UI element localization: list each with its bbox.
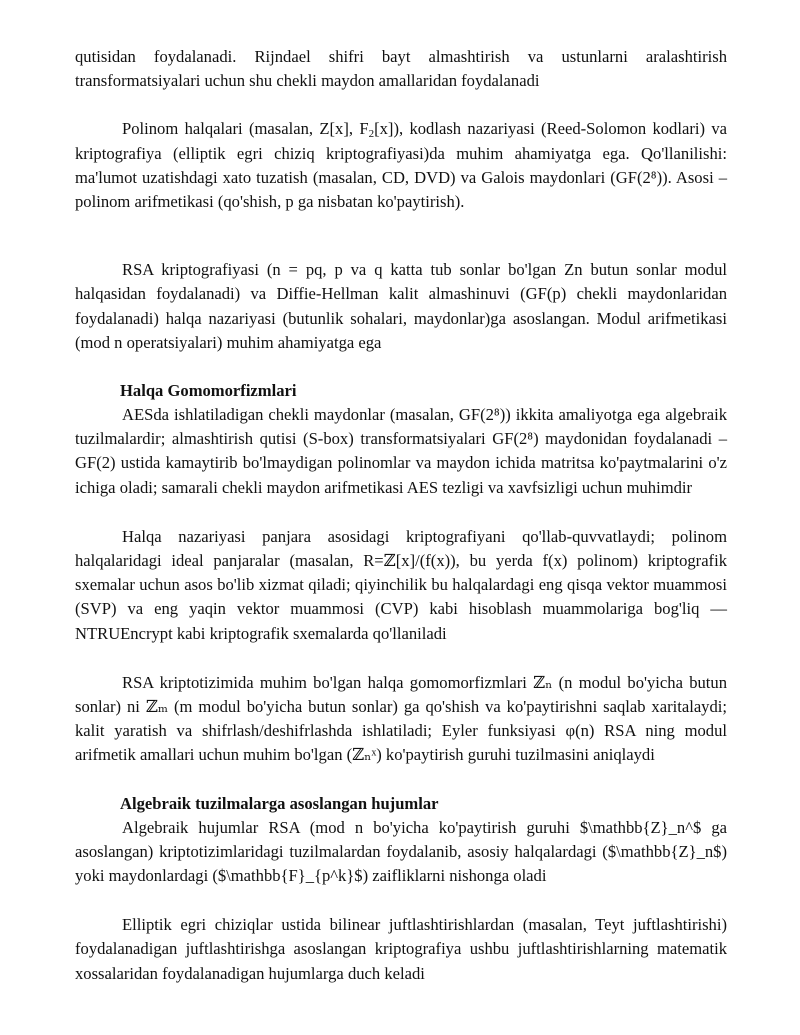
paragraph-polynomial-rings-part1: Polinom halqalari (masalan, Z[x], F [122,119,369,139]
paragraph-aes-finite-fields: AESda ishlatiladigan chekli maydonlar (masalan, GF(2⁸)) ikkita amaliyotga ega algebraik tuzilmalardir; almashtirish qutisi (S-box) transformatsiyalari GF(2⁸) maydonidan foydalanadi – GF(2) ustida kamaytirib bo'lmaydigan polinomlar va maydon ichida matritsa ko'paytmalarini o'z ichiga oladi; samarali chekli maydon arifmetikasi AES tezligi va xavfsizligi uchun muhimdir [75,405,727,497]
heading-ring-homomorphisms: Halqa Gomomorfizmlari [120,381,297,401]
heading-algebraic-attacks: Algebraik tuzilmalarga asoslangan hujumlar [120,793,439,813]
paragraph-polynomial-rings-part2: [x]), kodlash nazariyasi (Reed-Solomon kodlari) va kriptografiya (elliptik egri chiziq kriptografiyasi)da muhim ahamiyatga ega. Qo'llanilishi: ma'lumot uzatishdagi xato tuzatish (masalan, CD, DVD) va Galois maydonlari (GF(2⁸)). Asosi – polinom arifmetikasi (qo'shish, p ga nisbatan ko'paytirish). [75,119,727,212]
paragraph-polynomial-rings [75,117,727,214]
paragraph-algebraic-attacks: Algebraik hujumlar RSA (mod n bo'yicha ko'paytirish guruhi $\mathbb{Z}_n^$ ga asoslangan) kriptotizimlaridagi tuzilmalardan foydalanib, asosiy halqalardagi ($\mathbb{Z}_n$) yoki maydonlardagi ($\mathbb{F}_{p^k}$) zaifliklarni nishonga oladi [75,817,727,886]
paragraph-rsa-homomorphisms: RSA kriptotizimida muhim bo'lgan halqa gomomorfizmlari ℤₙ (n modul bo'yicha butun sonlar) ni ℤₘ (m modul bo'yicha butun sonlar) ga qo'shish va ko'paytirishni saqlab xaritalaydi; kalit yaratish va shifrlash/deshifrlashda ishlatiladi; Eyler funksiyasi φ(n) RSA ning modul arifmetik amallari uchun muhim bo'lgan (ℤₙˣ) ko'paytirish guruhi tuzilmasini aniqlaydi [75,672,727,765]
paragraph-lattice-cryptography: Halqa nazariyasi panjara asosidagi kriptografiyani qo'llab-quvvatlaydi; polinom halqalaridagi ideal panjaralar (masalan, R=ℤ[x]/(f(x)), bu yerda f(x) polinom) kriptografik sxemalar uchun asos bo'lib xizmat qiladi; qiyinchilik bu halqalardagi eng qisqa vektor muammosi (SVP) va eng yaqin vektor muammosi (CVP) kabi hisoblash muammolariga bog'liq — NTRUEncrypt kabi kriptografik sxemalarda qo'llaniladi [75,526,727,643]
paragraph-rijndael: qutisidan foydalanadi. Rijndael shifri bayt almashtirish va ustunlarni aralashtirish transformatsiyalari uchun shu chekli maydon amallaridan foydalanadi [75,47,727,91]
paragraph-pairing-cryptography: Elliptik egri chiziqlar ustida bilinear juftlashtirishlardan (masalan, Teyt juftlashtirishi) foydalanadigan juftlashtirishga asoslangan kriptografiya ushbu juftlashtirishlarning matematik xossalaridan foydalanadigan hujumlarga duch keladi [75,915,727,983]
subscript-two: 2 [368,128,375,141]
paragraph-rsa-cryptography: RSA kriptografiyasi (n = pq, p va q katta tub sonlar bo'lgan Zn butun sonlar modul halqasidan foydalanadi) va Diffie-Hellman kalit almashinuvi (GF(p) chekli maydonlaridan foydalanadi) halqa nazariyasi (butunlik sohalari, maydonlar)ga asoslangan. Modul arifmetikasi (mod n operatsiyalari) muhim ahamiyatga ega [75,260,727,352]
document-page [75,45,727,986]
